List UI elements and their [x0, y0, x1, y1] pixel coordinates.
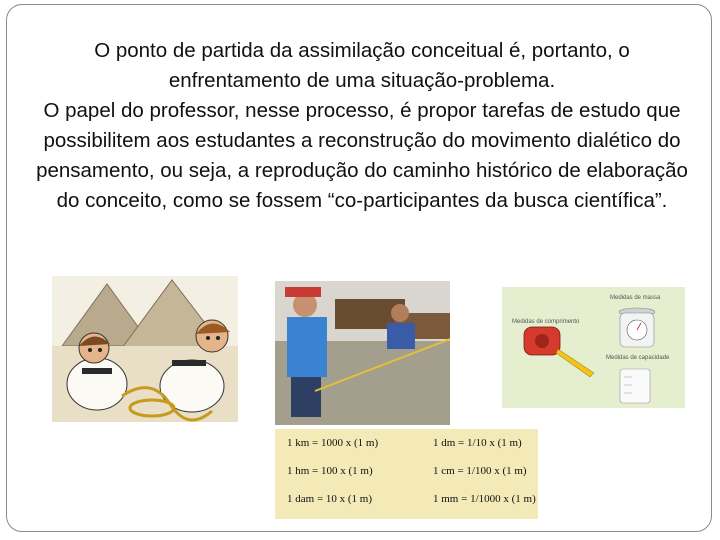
conversion-dm: 1 dm = 1/10 x (1 m): [433, 437, 522, 449]
conversion-hm: 1 hm = 100 x (1 m): [287, 465, 373, 477]
pyramids-cartoon-image: [52, 276, 238, 422]
label-length-measures: Medidas de comprimento: [512, 319, 580, 325]
conversion-km: 1 km = 1000 x (1 m): [287, 437, 379, 449]
conversion-dam: 1 dam = 10 x (1 m): [287, 493, 373, 505]
conversion-cm: 1 cm = 1/100 x (1 m): [433, 465, 527, 477]
conversion-mm: 1 mm = 1/1000 x (1 m): [433, 493, 536, 505]
measuring-tools-image: [502, 287, 685, 408]
classroom-measuring-photo: [275, 281, 450, 425]
unit-conversion-table-image: [275, 429, 538, 519]
pyramids-cartoon-illustration: [52, 276, 238, 422]
slide-text: [30, 36, 694, 216]
classroom-photo-illustration: [275, 281, 450, 425]
paragraph-teacher-role: O papel do professor, nesse processo, é propor tarefas de estudo que possibilitem aos estudantes a reconstrução do movimento dialético do pensamento, ou seja, a reprodução do caminho histórico de elaboração do conceito, como se fossem “co-participantes da busca científica”.: [36, 99, 688, 212]
label-mass-measures: Medidas de massa: [610, 295, 661, 301]
label-capacity-measures: Medidas de capacidade: [606, 355, 670, 361]
paragraph-starting-point: O ponto de partida da assimilação conceitual é, portanto, o enfrentamento de uma situação-problema.: [94, 39, 630, 92]
measuring-tools-illustration: [502, 287, 685, 408]
